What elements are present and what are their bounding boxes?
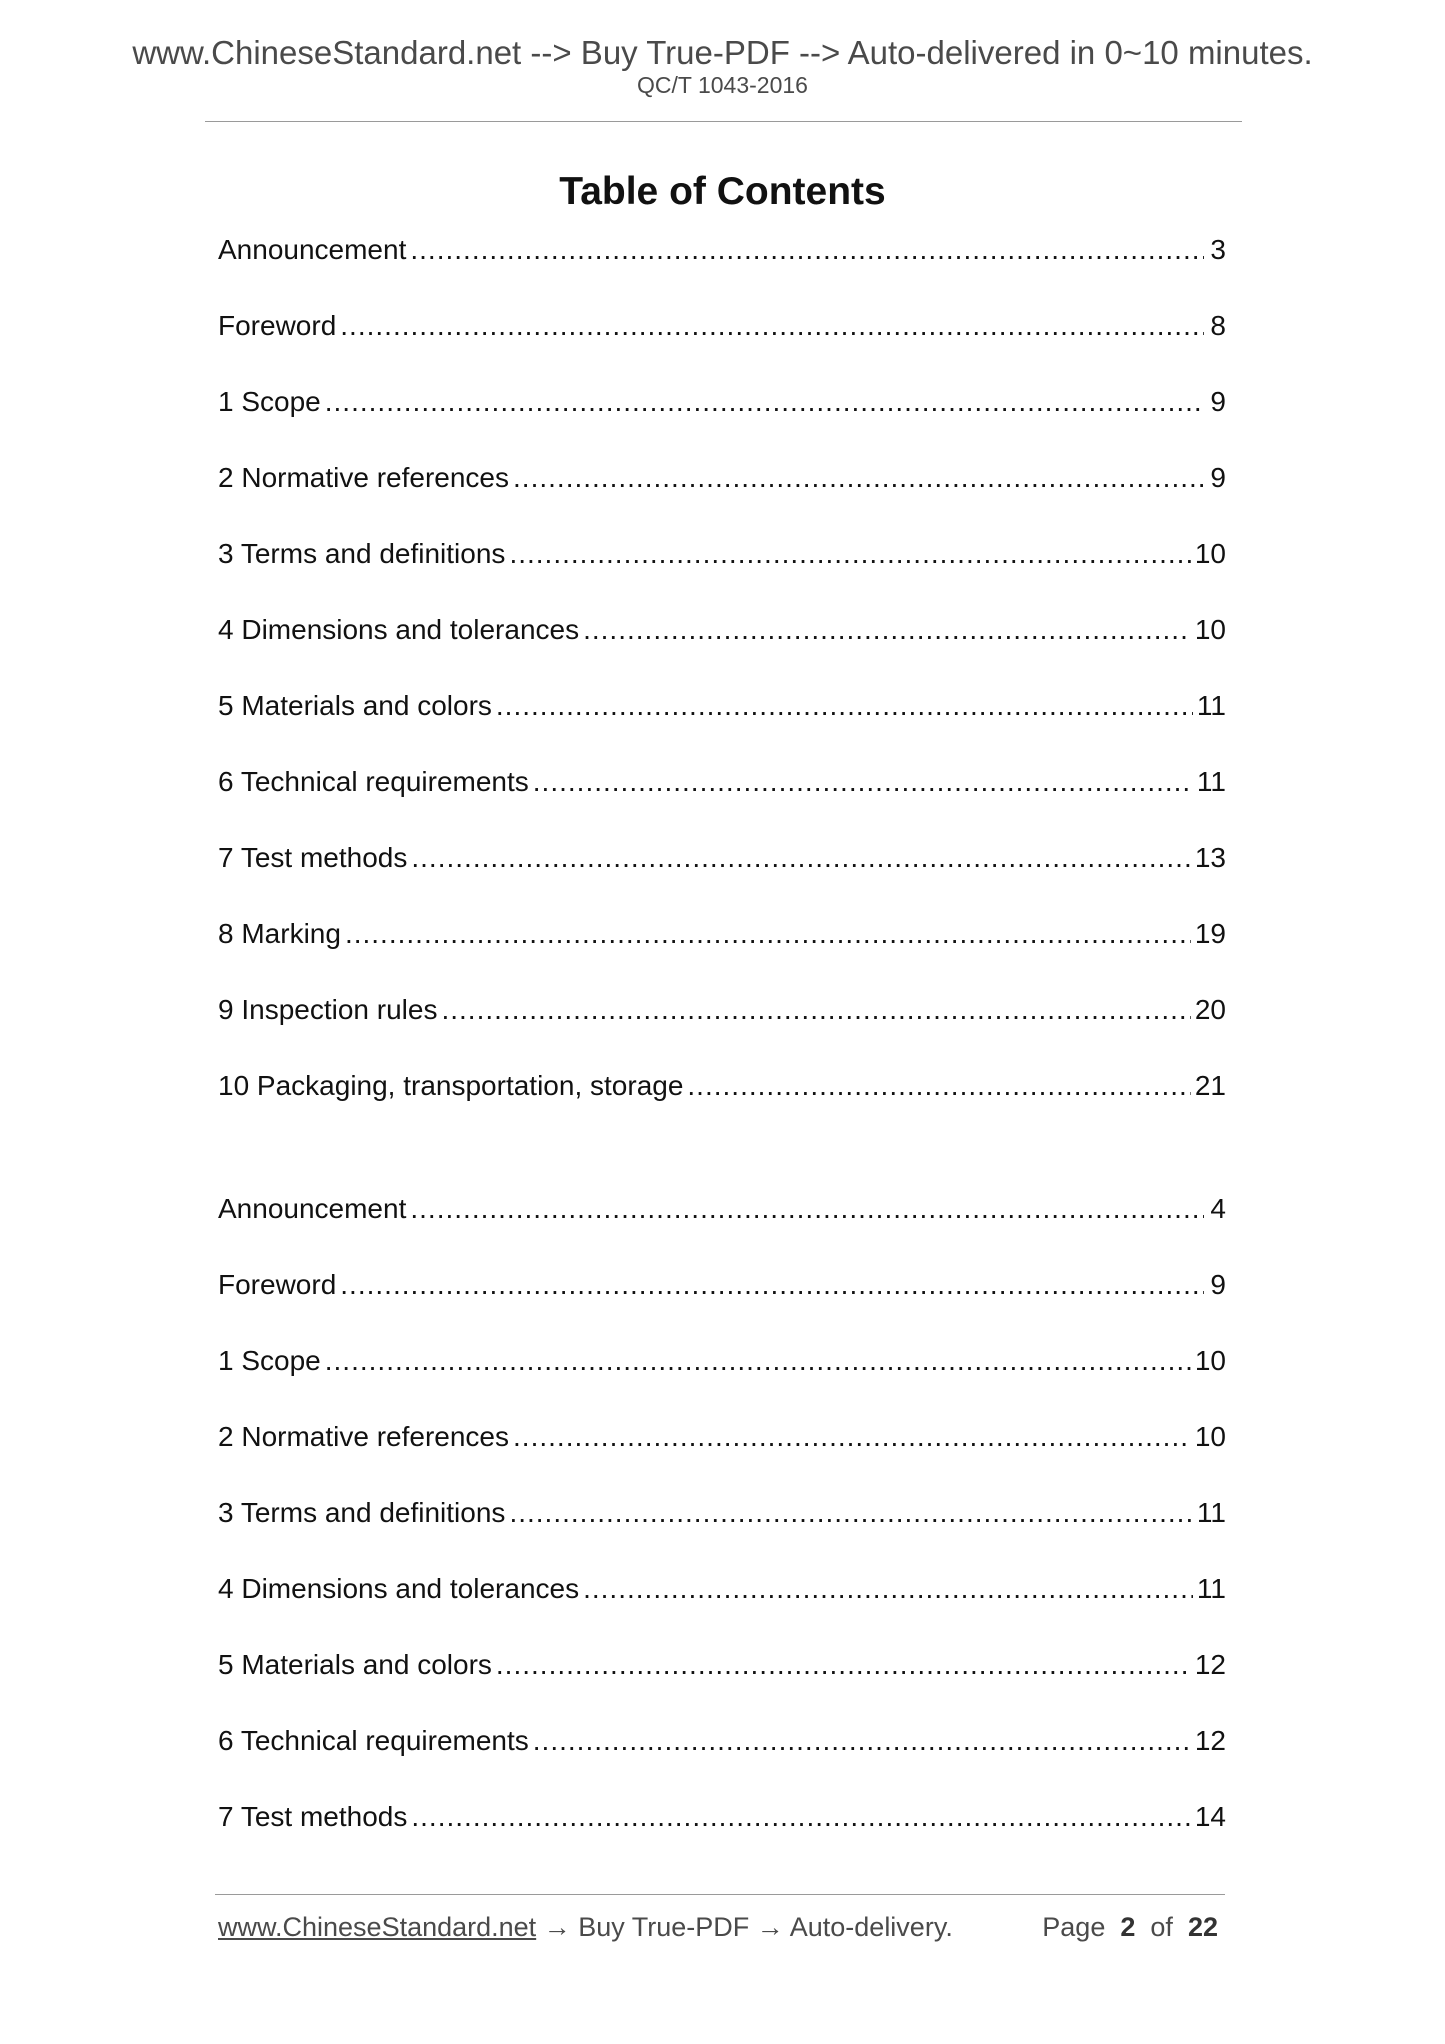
toc-entry[interactable] xyxy=(218,1803,1226,1879)
toc-entry-label: 5 Materials and colors xyxy=(218,690,492,721)
footer-tagline: → Buy True-PDF → Auto-delivery. xyxy=(536,1912,953,1942)
toc-entry-page-number: 3 xyxy=(1210,234,1226,265)
toc-entry-label: Announcement xyxy=(218,1193,407,1224)
toc-entry-label: 3 Terms and definitions xyxy=(218,538,506,569)
toc-entry-page-number: 4 xyxy=(1210,1193,1226,1224)
footer-page-word: Page xyxy=(1042,1912,1106,1942)
toc-entry-page-number: 11 xyxy=(1196,1497,1226,1528)
toc-entry[interactable] xyxy=(218,1651,1226,1727)
toc-entry-page-number: 11 xyxy=(1196,766,1226,797)
footer-current-page: 2 xyxy=(1120,1912,1136,1942)
page-title: Table of Contents xyxy=(559,170,886,213)
toc-entry[interactable] xyxy=(218,1195,1226,1271)
footer-page-indicator xyxy=(1042,1914,1218,1941)
toc-dot-leader xyxy=(496,692,1193,720)
toc-dot-leader xyxy=(513,464,1204,492)
toc-entry-page-number: 10 xyxy=(1194,1345,1226,1376)
toc-entry[interactable] xyxy=(218,692,1226,768)
toc-entry-label: 9 Inspection rules xyxy=(218,994,438,1025)
toc-entry-page-number: 11 xyxy=(1196,690,1226,721)
toc-entry-page-number: 11 xyxy=(1196,1573,1226,1604)
toc-entry[interactable] xyxy=(218,768,1226,844)
toc-entry[interactable] xyxy=(218,616,1226,692)
footer-of-word: of xyxy=(1150,1912,1173,1942)
toc-dot-leader xyxy=(509,1499,1192,1527)
toc-dot-leader xyxy=(340,312,1204,340)
toc-dot-leader xyxy=(340,1271,1204,1299)
toc-dot-leader xyxy=(509,540,1190,568)
toc-dot-leader xyxy=(583,1575,1193,1603)
toc-dot-leader xyxy=(496,1651,1191,1679)
toc-entry-page-number: 9 xyxy=(1210,462,1226,493)
toc-dot-leader xyxy=(410,1195,1204,1223)
toc-entry[interactable] xyxy=(218,844,1226,920)
toc-list-primary xyxy=(218,236,1226,1148)
toc-dot-leader xyxy=(513,1423,1191,1451)
toc-entry-page-number: 12 xyxy=(1194,1725,1226,1756)
footer-divider xyxy=(215,1894,1225,1895)
toc-entry-page-number: 10 xyxy=(1194,614,1226,645)
toc-dot-leader xyxy=(325,1347,1191,1375)
header-divider xyxy=(205,121,1242,122)
footer-total-pages: 22 xyxy=(1187,1912,1218,1942)
toc-entry[interactable] xyxy=(218,236,1226,312)
toc-entry[interactable] xyxy=(218,1423,1226,1499)
toc-entry-page-number: 10 xyxy=(1194,538,1226,569)
toc-dot-leader xyxy=(411,844,1190,872)
toc-entry-label: 6 Technical requirements xyxy=(218,1725,529,1756)
toc-entry-page-number: 8 xyxy=(1210,310,1226,341)
toc-entry[interactable] xyxy=(218,540,1226,616)
toc-entry-label: 1 Scope xyxy=(218,386,321,417)
toc-dot-leader xyxy=(441,996,1190,1024)
toc-entry-label: Foreword xyxy=(218,1269,337,1300)
toc-dot-leader xyxy=(325,388,1204,416)
toc-entry[interactable] xyxy=(218,920,1226,996)
toc-entry-page-number: 13 xyxy=(1194,842,1226,873)
toc-entry-page-number: 14 xyxy=(1194,1801,1226,1832)
toc-entry-label: 2 Normative references xyxy=(218,1421,510,1452)
footer-website-link[interactable]: www.ChineseStandard.net xyxy=(218,1912,537,1942)
footer xyxy=(218,1914,1218,1941)
toc-dot-leader xyxy=(411,1803,1190,1831)
toc-entry-label: 10 Packaging, transportation, storage xyxy=(218,1070,684,1101)
toc-entry-page-number: 20 xyxy=(1194,994,1226,1025)
toc-entry-label: Announcement xyxy=(218,234,407,265)
toc-entry[interactable] xyxy=(218,1499,1226,1575)
toc-entry-label: 6 Technical requirements xyxy=(218,766,529,797)
toc-entry[interactable] xyxy=(218,388,1226,464)
toc-entry-label: 3 Terms and definitions xyxy=(218,1497,506,1528)
toc-entry[interactable] xyxy=(218,1347,1226,1423)
toc-entry[interactable] xyxy=(218,996,1226,1072)
toc-entry-page-number: 19 xyxy=(1194,918,1226,949)
toc-entry[interactable] xyxy=(218,1575,1226,1651)
toc-entry[interactable] xyxy=(218,1072,1226,1148)
toc-entry-label: 5 Materials and colors xyxy=(218,1649,492,1680)
toc-entry-label: 4 Dimensions and tolerances xyxy=(218,614,580,645)
toc-entry-label: 4 Dimensions and tolerances xyxy=(218,1573,580,1604)
toc-entry-label: Foreword xyxy=(218,310,337,341)
toc-dot-leader xyxy=(410,236,1204,264)
toc-entry-label: 8 Marking xyxy=(218,918,341,949)
toc-entry-page-number: 10 xyxy=(1194,1421,1226,1452)
toc-entry[interactable] xyxy=(218,1271,1226,1347)
toc-entry[interactable] xyxy=(218,464,1226,540)
top-banner: www.ChineseStandard.net --> Buy True-PDF --> Auto-delivered in 0~10 minutes. xyxy=(132,34,1313,71)
toc-entry-page-number: 9 xyxy=(1210,1269,1226,1300)
document-code: QC/T 1043-2016 xyxy=(637,72,808,98)
toc-dot-leader xyxy=(583,616,1191,644)
toc-dot-leader xyxy=(533,1727,1191,1755)
toc-dot-leader xyxy=(533,768,1193,796)
toc-entry-label: 7 Test methods xyxy=(218,842,408,873)
toc-dot-leader xyxy=(687,1072,1190,1100)
toc-entry-label: 1 Scope xyxy=(218,1345,321,1376)
toc-list-secondary xyxy=(218,1195,1226,1879)
toc-entry[interactable] xyxy=(218,1727,1226,1803)
toc-entry-page-number: 12 xyxy=(1194,1649,1226,1680)
toc-entry-page-number: 9 xyxy=(1210,386,1226,417)
toc-entry-page-number: 21 xyxy=(1194,1070,1226,1101)
toc-entry-label: 7 Test methods xyxy=(218,1801,408,1832)
toc-entry-label: 2 Normative references xyxy=(218,462,510,493)
toc-dot-leader xyxy=(345,920,1191,948)
toc-entry[interactable] xyxy=(218,312,1226,388)
